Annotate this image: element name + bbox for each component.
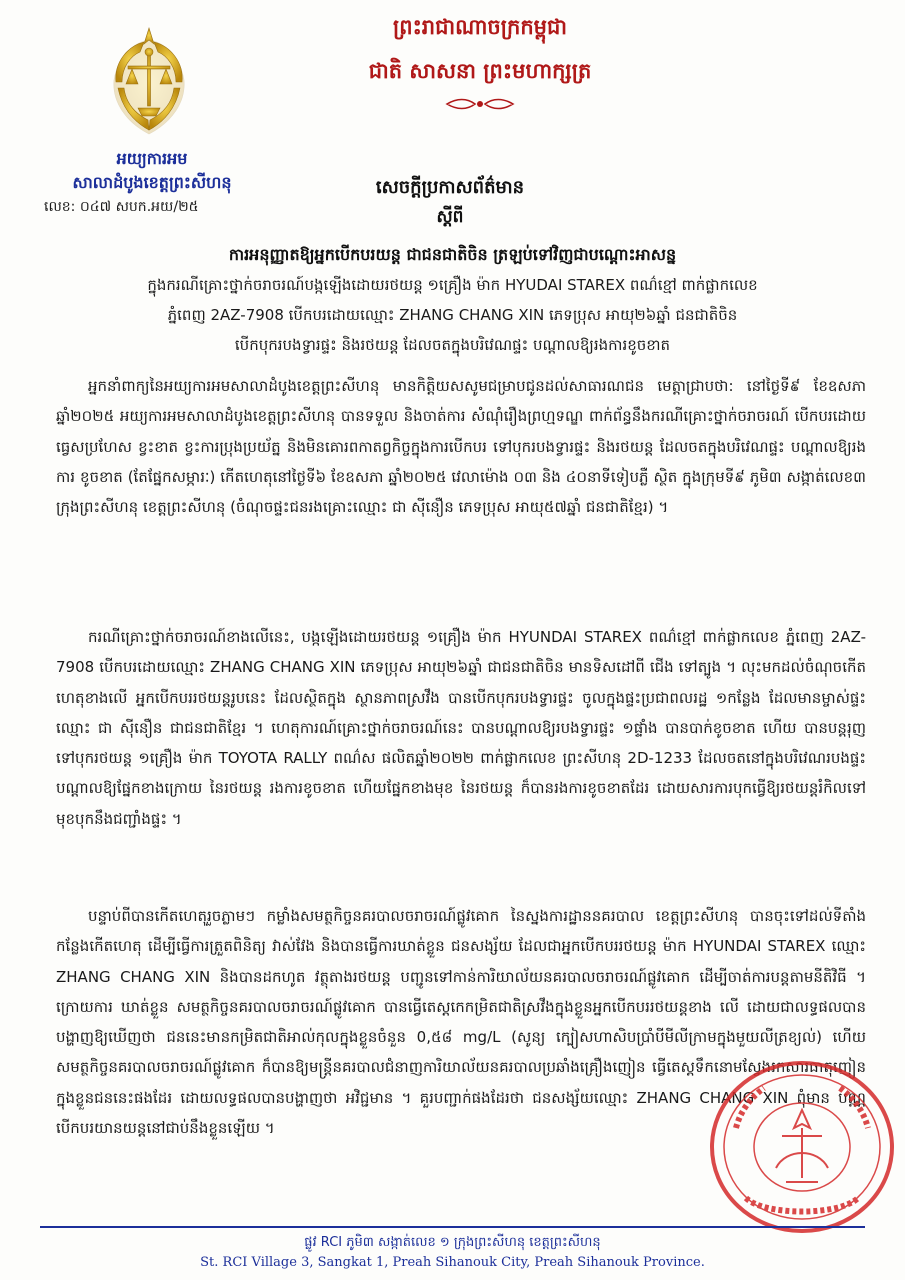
office-name-line1: អយ្យការអម	[116, 149, 188, 168]
ornament-divider-icon	[445, 96, 515, 112]
footer-divider	[40, 1226, 865, 1228]
body-paragraph-1: អ្នកនាំពាក្យនៃអយ្យការអមសាលាដំបូងខេត្តព្រះសីហនុ មានកិត្តិយសសូមជម្រាបជូនដល់សាធារណជន មេត្តាជ្រាបថា: នៅថ្ងៃទី៩ ខែឧសភា ឆ្នាំ២០២៥ អយ្យការអមសាលាដំបូងខេត្តព្រះសីហនុ បានទទួល និងចាត់ការ សំណុំរឿងព្រហ្មទណ្ឌ ពាក់ព័ន្ធនឹងករណីគ្រោះថ្នាក់ចរាចរណ៍ បើកបរដោយធ្វេសប្រហែស ខ្វះខាត ខ្វះការប្រុងប្រយ័ត្ន និងមិនគោរពកាតព្វកិច្ចក្នុងការបើកបរ ទៅបុករបងទ្វារផ្ទះ និងរថយន្ត ដែលចតក្នុងបរិវេណផ្ទះ បណ្ដាលឱ្យរងការ ខូចខាត (តែផ្នែកសម្ភារៈ) កើតហេតុនៅថ្ងៃទី៦ ខែឧសភា ឆ្នាំ២០២៥ វេលាម៉ោង ០៣ និង ៤០នាទីទៀបភ្លឺ ស្ថិត ក្នុងក្រុមទី៩ ភូមិ៣ សង្កាត់លេខ៣ ក្រុងព្រះសីហនុ ខេត្តព្រះសីហនុ (ចំណុចផ្ទះជនរងគ្រោះឈ្មោះ ជា ស៊ីនឿន ភេទប្រុស អាយុ៥៧ឆ្នាំ ជនជាតិខ្មែរ) ។	[56, 377, 866, 517]
subject-line-3: បើកបុករបងទ្វារផ្ទះ និងរថយន្ត ដែលចតក្នុងបរិវេណផ្ទះ បណ្ដាលឱ្យរងការខូចខាត	[234, 336, 671, 354]
footer-address-english: St. RCI Village 3, Sangkat 1, Preah Sihanouk City, Preah Sihanouk Province.	[200, 1255, 705, 1270]
office-name-line2: សាលាដំបូងខេត្តព្រះសីហនុ	[72, 173, 232, 192]
footer-address-khmer: ផ្លូវ RCI ភូមិ៣ សង្កាត់លេខ ១ ក្រុងព្រះសីហនុ ខេត្តព្រះសីហនុ	[304, 1235, 601, 1250]
national-motto: ជាតិ សាសនា ព្រះមហាក្សត្រ	[368, 58, 592, 83]
document-title: សេចក្ដីប្រកាសព័ត៌មាន	[375, 177, 525, 198]
subject-line-2: ភ្នំពេញ 2AZ-7908 បើកបរដោយឈ្មោះ ZHANG CHANG XIN ភេទប្រុស អាយុ២៦ឆ្នាំ ជនជាតិចិន	[167, 306, 738, 324]
reference-number: លេខ: ០៤៧ សបក.អយ/២៥	[44, 199, 199, 215]
prosecution-emblem-icon	[104, 22, 194, 140]
official-seal-icon	[706, 1058, 898, 1236]
kingdom-title: ព្រះរាជាណាចក្រកម្ពុជា	[392, 14, 567, 39]
body-paragraph-2: ករណីគ្រោះថ្នាក់ចរាចរណ៍ខាងលើនេះ, បង្កឡើងដោយរថយន្ត ១គ្រឿង ម៉ាក HYUNDAI STAREX ពណ៌ខ្មៅ ពាក់ផ្លាកលេខ ភ្នំពេញ 2AZ-7908 បើកបរដោយឈ្មោះ ZHANG CHANG XIN ភេទប្រុស អាយុ២៦ឆ្នាំ ជាជនជាតិចិន មានទិសដៅពី ជើង ទៅត្បូង ។ លុះមកដល់ចំណុចកើតហេតុខាងលើ អ្នកបើកបររថយន្តរូបនេះ ដែលស្ថិតក្នុង ស្ថានភាពស្រវឹង បានបើកបុករបងទ្វារផ្ទះ ចូលក្នុងផ្ទះប្រជាពលរដ្ឋ ១កន្លែង ដែលមានម្ចាស់ផ្ទះឈ្មោះ ជា ស៊ីនឿន ជាជនជាតិខ្មែរ ។ ហេតុការណ៍គ្រោះថ្នាក់ចរាចរណ៍នេះ បានបណ្ដាលឱ្យរបងទ្វារផ្ទះ ១ផ្ទាំង បានបាក់ខូចខាត ហើយ បានបន្តរុញទៅបុករថយន្ត ១គ្រឿង ម៉ាក TOYOTA RALLY ពណ៌ស ផលិតឆ្នាំ២០២២ ពាក់ផ្លាកលេខ ព្រះសីហនុ 2D-1233 ដែលចតនៅក្នុងបរិវេណរបងផ្ទះ បណ្ដាលឱ្យផ្នែកខាងក្រោយ នៃរថយន្ត រងការខូចខាត ហើយផ្នែកខាងមុខ នៃរថយន្ត ក៏បានរងការខូចខាតដែរ ដោយសារការបុកធ្វើឱ្យរថយន្តរំកិលទៅមុខបុកនឹងជញ្ជាំងផ្ទះ ។	[56, 628, 866, 828]
document-subtitle: ស្ដីពី	[436, 207, 464, 227]
subject-line-1: ក្នុងករណីគ្រោះថ្នាក់ចរាចរណ៍បង្កឡើងដោយរថយន្ត ១គ្រឿង ម៉ាក HYUDAI STAREX ពណ៌ខ្មៅ ពាក់ផ្លាកលេខ	[147, 276, 758, 294]
body-paragraph-3: បន្ទាប់ពីបានកើតហេតុរួចភ្លាមៗ កម្លាំងសមត្ថកិច្ចនគរបាលចរាចរណ៍ផ្លូវគោក នៃស្នងការដ្ឋាននគរបាល ខេត្តព្រះសីហនុ បានចុះទៅដល់ទីតាំងកន្លែងកើតហេតុ ដើម្បីធ្វើការត្រួតពិនិត្យ វាស់វែង និងបានធ្វើការឃាត់ខ្លួន ជនសង្ស័យ ដែលជាអ្នកបើកបររថយន្ត ម៉ាក HYUNDAI STAREX ឈ្មោះ ZHANG CHANG XIN និងបានដកហូត វត្ថុតាងរថយន្ត បញ្ជូនទៅកាន់ការិយាល័យនគរបាលចរាចរណ៍ផ្លូវគោក ដើម្បីចាត់ការបន្តតាមនីតិវិធី ។ ក្រោយការ ឃាត់ខ្លួន សមត្ថកិច្ចនគរបាលចរាចរណ៍ផ្លូវគោក បានធ្វើតេស្តកេកម្រិតជាតិស្រវឹងក្នុងខ្លួនអ្នកបើកបររថយន្តខាង លើ ដោយជាលទ្ធផលបានបង្ហាញឱ្យឃើញថា ជននេះមានកម្រិតជាតិអាល់កុលក្នុងខ្លួនចំនួន 0,៥៨ mg/L (សូន្យ ក្បៀសហាសិបប្រាំបីមីលីក្រាមក្នុងមួយលីត្រខ្យល់) ហើយសមត្ថកិច្ចនគរបាលចរាចរណ៍ផ្លូវគោក ក៏បានឱ្យមន្ត្រីនគរបាលជំនាញការិយាល័យនគរបាលប្រឆាំងគ្រឿងញៀន ធ្វើតេស្តទឹកនោមស្វែងរកសារធាតុញៀនក្នុងខ្លួនជននេះផងដែរ ដោយលទ្ធផលបានបង្ហាញថា អវិជ្ជមាន ។ គួរបញ្ជាក់ផងដែរថា ជនសង្ស័យឈ្មោះ ZHANG CHANG XIN ពុំមាន បណ្ណបើកបរយានយន្តនៅជាប់នឹងខ្លួនឡើយ ។	[56, 907, 866, 1138]
document-subject: ការអនុញ្ញាតឱ្យអ្នកបើកបរយន្ត ជាជនជាតិចិន ត្រឡប់ទៅវិញជាបណ្ដោះអាសន្ន	[228, 245, 677, 264]
